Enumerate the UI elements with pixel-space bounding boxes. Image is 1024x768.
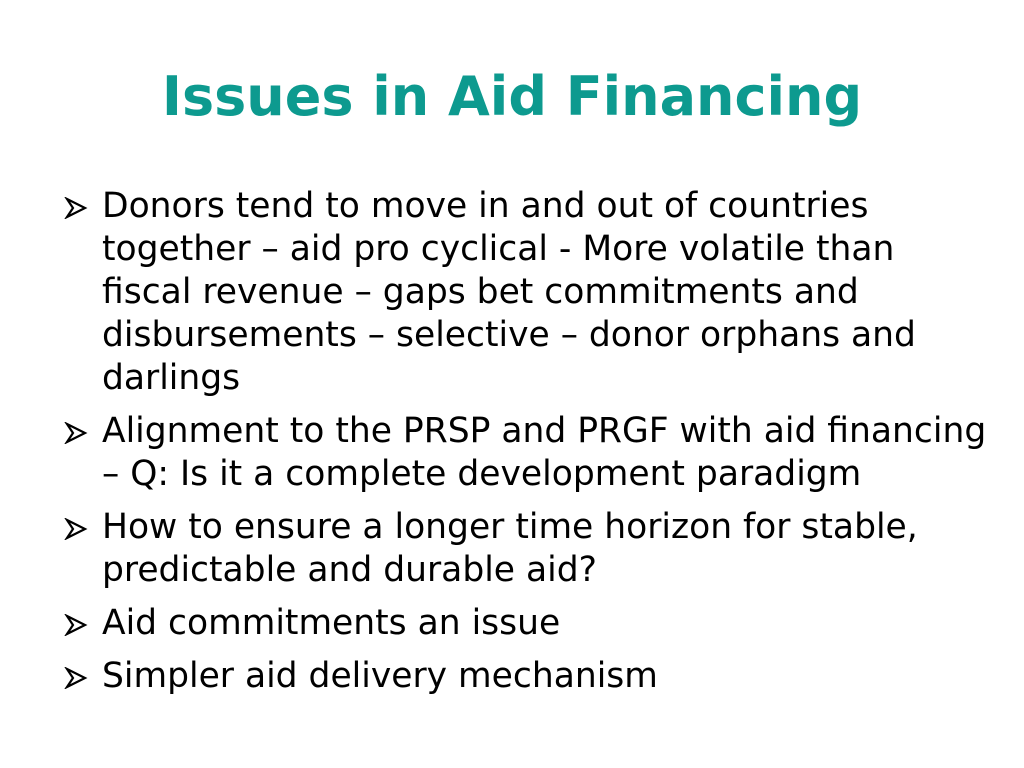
bullet-text: Donors tend to move in and out of countries together – aid pro cyclical - More volatile than fiscal revenue – gaps bet commitments and disbursements – selective – donor orphans and darlings bbox=[102, 186, 916, 398]
arrowhead-bullet-icon bbox=[64, 422, 88, 444]
bullet-item-5 bbox=[62, 655, 987, 698]
bullet-list bbox=[62, 185, 987, 708]
bullet-text: Alignment to the PRSP and PRGF with aid financing – Q: Is it a complete development paradigm bbox=[102, 411, 987, 494]
slide-title: Issues in Aid Financing bbox=[161, 65, 863, 128]
bullet-item-1 bbox=[62, 185, 987, 400]
bullet-text: How to ensure a longer time horizon for stable, predictable and durable aid? bbox=[102, 507, 918, 590]
arrowhead-bullet-icon bbox=[64, 667, 88, 689]
arrowhead-bullet-icon bbox=[64, 614, 88, 636]
bullet-item-2 bbox=[62, 410, 987, 496]
arrowhead-bullet-icon bbox=[64, 197, 88, 219]
bullet-item-3 bbox=[62, 506, 987, 592]
bullet-item-4 bbox=[62, 602, 987, 645]
arrowhead-bullet-icon bbox=[64, 518, 88, 540]
bullet-text: Simpler aid delivery mechanism bbox=[102, 656, 658, 696]
bullet-text: Aid commitments an issue bbox=[102, 603, 561, 643]
